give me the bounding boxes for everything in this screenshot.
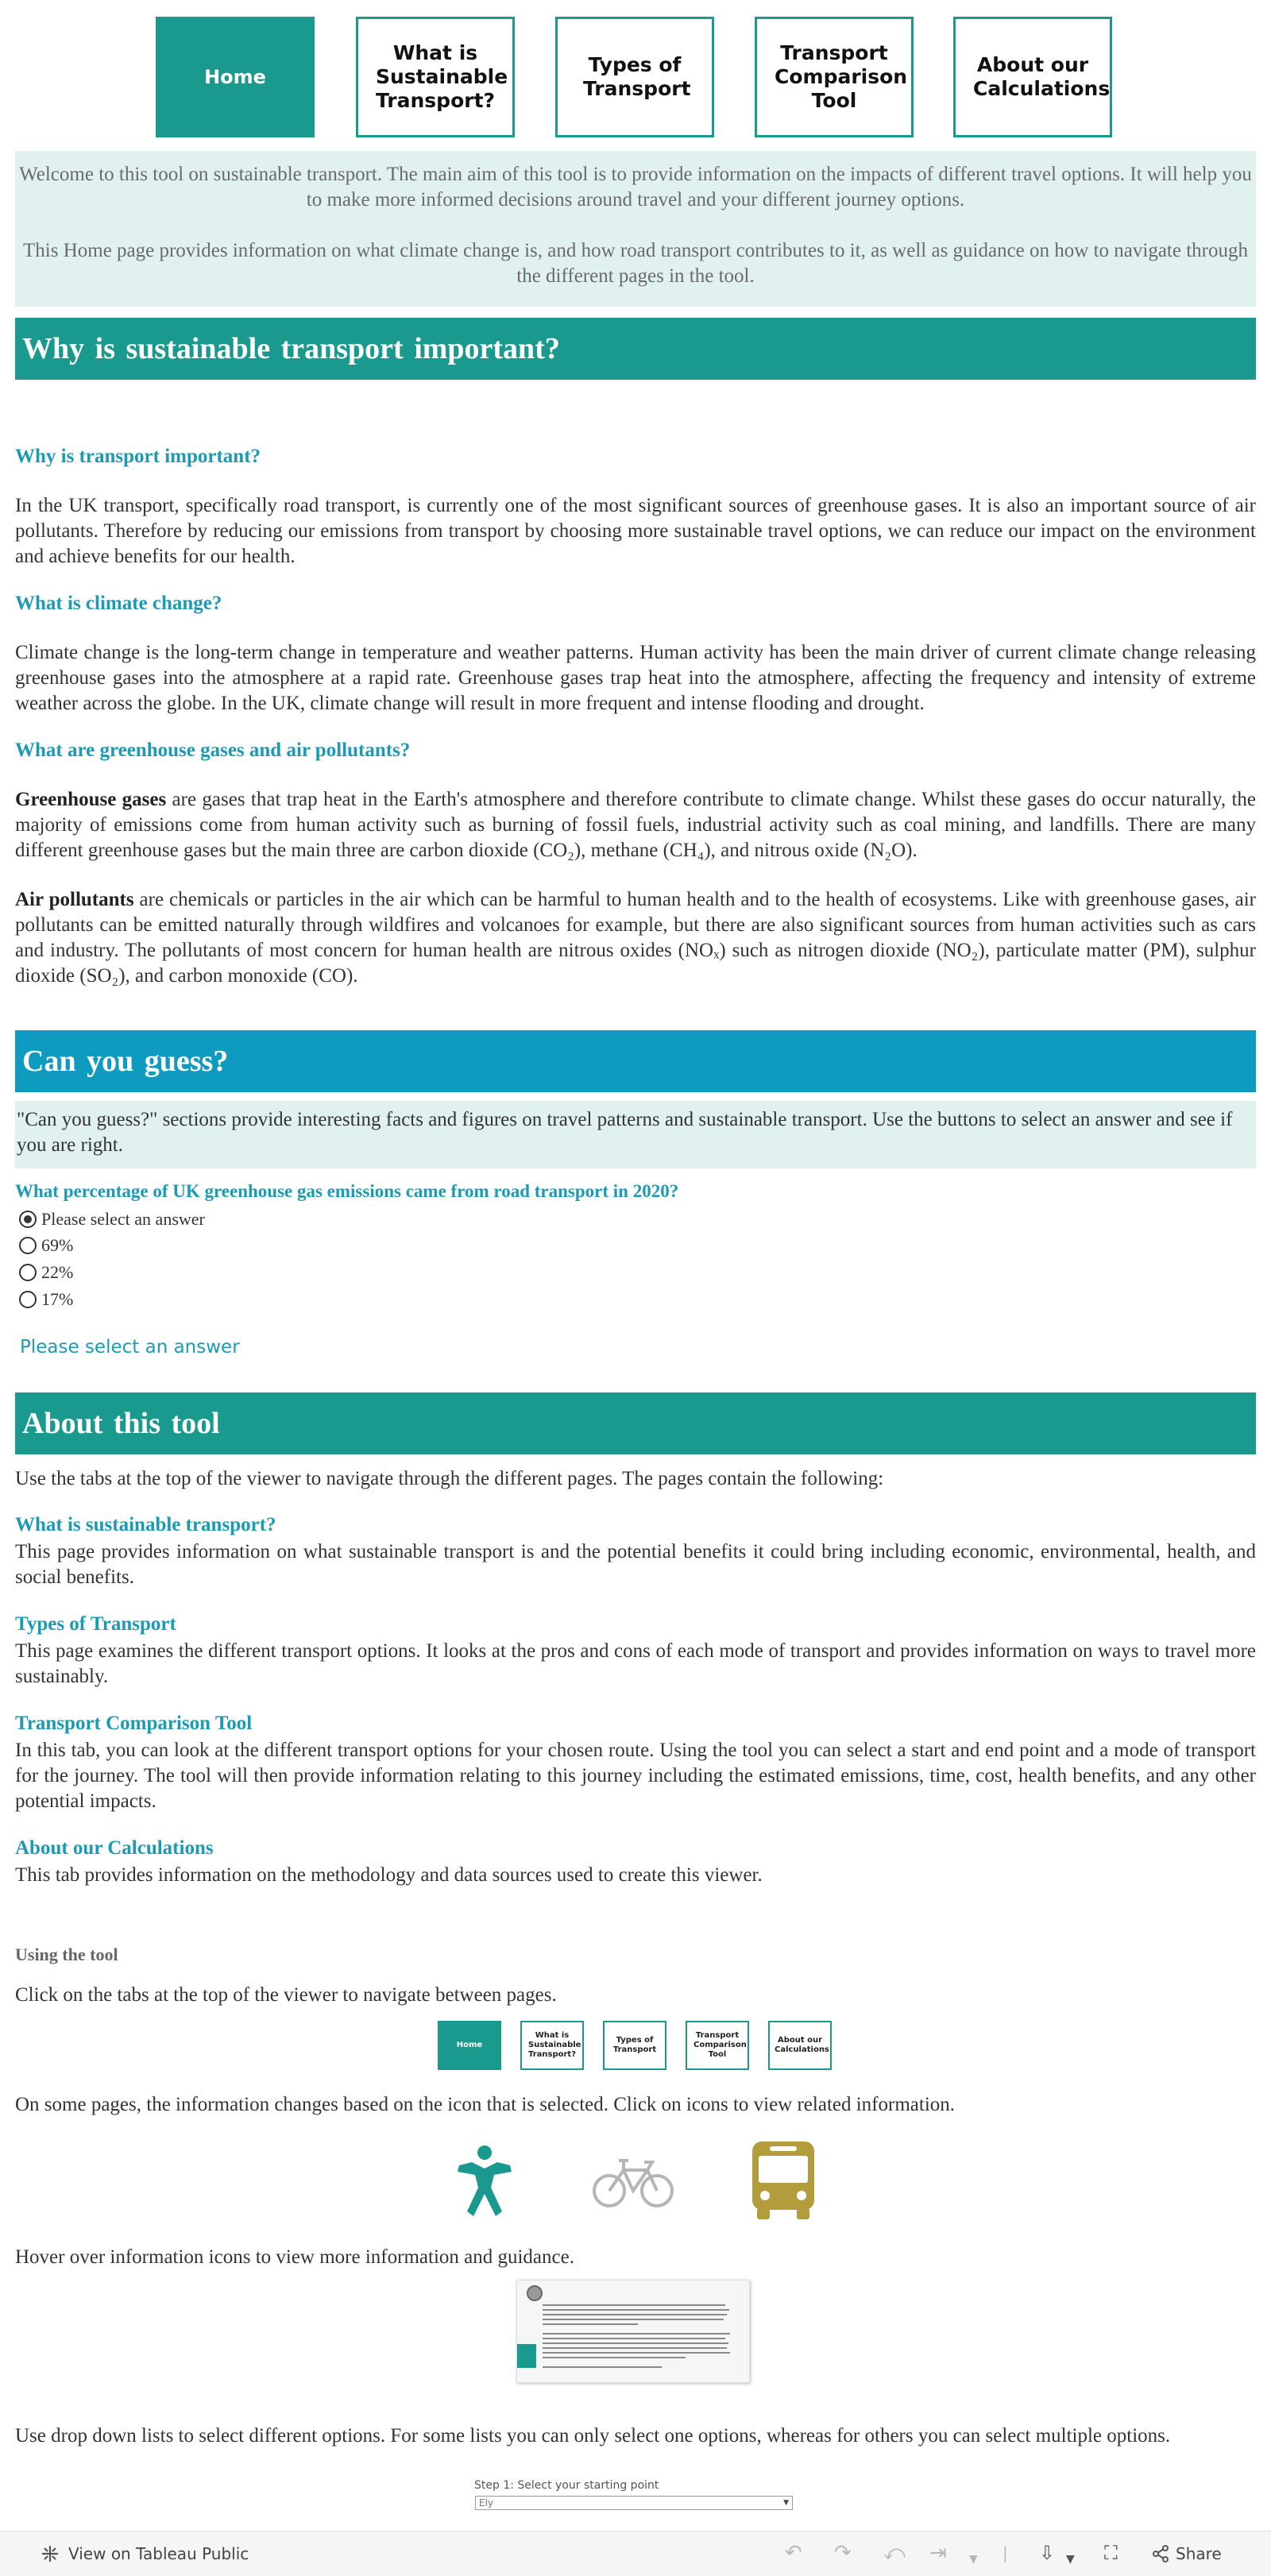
chevron-down-icon[interactable]: ▼ <box>969 2553 978 2566</box>
about-item-title: Transport Comparison Tool <box>15 1713 253 1734</box>
top-navigation <box>0 17 1271 137</box>
paragraph-text: are chemicals or particles in the air which can be harmful to human health and to the health of ecosystems. Like with greenhouse gases, air pollutants can be emitted naturally through wildfires and volcanoes for example, but there are also significant sources from human activities such as cars and industry. The pollutants of most concern for human health are nitrous oxides (NOₓ) such as nitrogen dioxide (NO₂), particulate matter (PM), sulphur dioxide (SO₂), and carbon monoxide (CO). <box>15 889 1256 987</box>
mini-tab-calculations <box>768 2021 832 2070</box>
paragraph: Click on the tabs at the top of the viewer to navigate between pages. <box>15 1984 557 2006</box>
intro-paragraph: This Home page provides information on what climate change is, and how road transport contributes to it, as well as guidance on how to navigate through the different pages in the tool. <box>23 240 1248 287</box>
mini-tab-what-is-sustainable <box>520 2021 584 2070</box>
paragraph: Use drop down lists to select different options. For some lists you can only select one options, whereas for others you can select multiple options. <box>15 2425 1171 2447</box>
mini-tab-label: About our Calculations <box>775 2036 829 2054</box>
starting-point-dropdown[interactable] <box>475 2496 793 2510</box>
fullscreen-icon[interactable]: ⛶ <box>1104 2542 1118 2564</box>
radio-label: 17% <box>41 1289 74 1309</box>
paragraph: In the UK transport, specifically road transport, is currently one of the most significant sources of greenhouse gases. It is also an important source of air pollutants. Therefore by reducing our emissions from transport by choosing more sustainable travel options, we can reduce our impact on the environment and achieve benefits for our health. <box>15 495 1256 567</box>
share-icon <box>1152 2545 1169 2562</box>
radio-option[interactable] <box>19 1288 73 1311</box>
tab-about-our-calculations[interactable] <box>953 17 1112 137</box>
tab-label: Transport Comparison Tool <box>775 41 908 112</box>
tab-label: What is Sustainable Transport? <box>376 41 508 112</box>
section-banner-guess <box>15 1030 1256 1092</box>
paragraph: Hover over information icons to view more information and guidance. <box>15 2246 574 2268</box>
tab-transport-comparison-tool[interactable] <box>755 17 914 137</box>
radio-option[interactable] <box>19 1207 205 1231</box>
view-label: View on Tableau Public <box>68 2544 249 2563</box>
view-on-tableau-public-link[interactable] <box>40 2543 249 2564</box>
tab-label: About our Calculations <box>973 53 1111 100</box>
section-heading: What are greenhouse gases and air pollutants? <box>15 740 411 761</box>
radio-button[interactable] <box>19 1264 37 1281</box>
tooltip-text-lines <box>543 2304 741 2376</box>
about-item-text: This page examines the different transport options. It looks at the pros and cons of each mode of transport and provides information on ways to travel more sustainably. <box>15 1640 1256 1687</box>
paragraph-text: are gases that trap heat in the Earth's atmosphere and therefore contribute to climate change. Whilst these gases do occur naturally, the majority of emissions come from human activity such as burning of fossil fuels, industrial activity such as coal mining, and landfills. There are many different greenhouse gases but the main three are carbon dioxide (CO₂), methane (CH₄), and nitrous oxide (N₂O). <box>15 789 1256 861</box>
mini-tab-home <box>438 2021 501 2070</box>
banner-title: Why is sustainable transport important? <box>22 332 560 365</box>
section-banner-about <box>15 1392 1256 1454</box>
redo-icon[interactable]: ↷ <box>834 2541 852 2565</box>
tab-home[interactable] <box>156 17 315 137</box>
radio-button[interactable] <box>19 1237 37 1254</box>
paragraph: On some pages, the information changes based on the icon that is selected. Click on icons to view related information. <box>15 2094 956 2115</box>
radio-option[interactable] <box>19 1261 73 1284</box>
about-item-text: In this tab, you can look at the different transport options for your chosen route. Using the tool you can select a start and end point and a mode of transport for the journey. The tool will then provide information relating to this journey including the estimated emissions, time, cost, health benefits, and any other potential impacts. <box>15 1740 1256 1812</box>
chevron-down-icon: ▼ <box>783 2499 789 2507</box>
share-label: Share <box>1176 2544 1222 2563</box>
tab-label: Types of Transport <box>583 53 691 100</box>
radio-button[interactable] <box>19 1291 37 1308</box>
mini-tab-label: What is Sustainable Transport? <box>528 2031 581 2059</box>
paragraph-air-pollutants <box>15 887 1256 989</box>
tab-what-is-sustainable-transport[interactable] <box>356 17 515 137</box>
radio-label: Please select an answer <box>41 1209 205 1229</box>
paragraph: Climate change is the long-term change in temperature and weather patterns. Human activity has been the main driver of current climate change releasing greenhouse gases into the atmosphere at a rapid rate. Greenhouse gases trap heat into the atmosphere, affecting the frequency and intensity of extreme weather across the globe. In the UK, climate change will result in more frequent and intense flooding and drought. <box>15 642 1256 714</box>
mini-navigation-example <box>438 2021 832 2070</box>
walking-person-icon[interactable] <box>454 2145 515 2218</box>
bicycle-icon[interactable] <box>592 2154 674 2208</box>
bold-term: Air pollutants <box>15 889 134 910</box>
undo-icon[interactable]: ↶ <box>785 2541 802 2565</box>
mini-tab-comparison <box>686 2021 749 2070</box>
dropdown-label: Step 1: Select your starting point <box>474 2479 659 2492</box>
guess-intro-text: "Can you guess?" sections provide interesting facts and figures on travel patterns and sustainable transport. Use the buttons to select an answer and see if you are right. <box>17 1109 1233 1156</box>
refresh-icon[interactable]: ⇥ <box>929 2541 947 2565</box>
revert-icon[interactable]: ⤺ <box>883 2541 906 2565</box>
divider: | <box>1003 2543 1008 2562</box>
tableau-logo-icon <box>40 2543 60 2564</box>
info-icon <box>527 2285 543 2301</box>
radio-option[interactable] <box>19 1234 73 1257</box>
share-button[interactable] <box>1152 2544 1222 2563</box>
intro-box <box>15 151 1256 307</box>
answer-status: Please select an answer <box>20 1337 240 1358</box>
dropdown-value: Ely <box>479 2497 494 2508</box>
bus-icon[interactable] <box>749 2142 817 2221</box>
intro-paragraph: Welcome to this tool on sustainable transport. The main aim of this tool is to provide information on the impacts of different travel options. It will help you to make more informed decisions around travel and your different journey options. <box>19 164 1252 210</box>
bold-term: Greenhouse gases <box>15 789 167 810</box>
radio-button[interactable] <box>19 1211 37 1228</box>
mini-tab-label: Types of Transport <box>612 2036 657 2054</box>
quiz-question: What percentage of UK greenhouse gas emissions came from road transport in 2020? <box>15 1181 679 1201</box>
banner-title: Can you guess? <box>22 1045 229 1078</box>
tableau-footer <box>0 2531 1271 2576</box>
radio-label: 22% <box>41 1262 74 1282</box>
using-tool-title: Using the tool <box>15 1945 118 1964</box>
section-banner-why <box>15 318 1256 380</box>
mini-tab-types <box>603 2021 666 2070</box>
paragraph-greenhouse-gases <box>15 787 1256 863</box>
about-item-text: This tab provides information on the methodology and data sources used to create this viewer. <box>15 1864 763 1886</box>
radio-label: 69% <box>41 1235 74 1255</box>
tooltip-example-image <box>516 2280 750 2383</box>
mini-tab-label: Transport Comparison Tool <box>693 2031 747 2059</box>
about-item-text: This page provides information on what sustainable transport is and the potential benefits it could bring including economic, environmental, health, and social benefits. <box>15 1541 1256 1588</box>
tab-types-of-transport[interactable] <box>555 17 714 137</box>
about-item-title: What is sustainable transport? <box>15 1514 276 1535</box>
section-heading: Why is transport important? <box>15 446 261 467</box>
paragraph: Use the tabs at the top of the viewer to navigate through the different pages. The pages contain the following: <box>15 1468 884 1489</box>
section-heading: What is climate change? <box>15 593 222 614</box>
teal-marker <box>517 2344 536 2368</box>
download-icon[interactable]: ⇩ <box>1039 2542 1056 2564</box>
chevron-down-icon[interactable]: ▼ <box>1066 2553 1075 2566</box>
banner-title: About this tool <box>22 1407 220 1440</box>
about-item-title: Types of Transport <box>15 1613 176 1635</box>
about-item-title: About our Calculations <box>15 1837 214 1859</box>
mini-tab-label: Home <box>456 2041 483 2049</box>
tab-home-label: Home <box>204 66 266 88</box>
guess-intro-box <box>15 1101 1256 1168</box>
